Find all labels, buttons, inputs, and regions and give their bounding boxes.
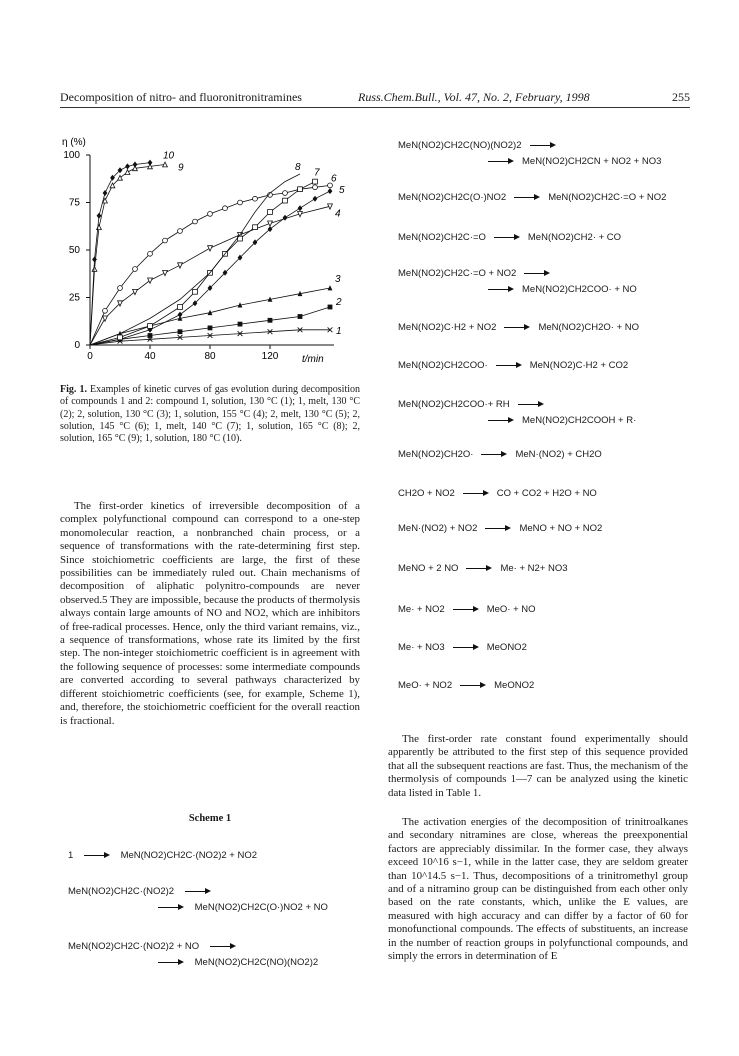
data-point <box>103 316 108 321</box>
x-tick-label: 80 <box>204 351 216 362</box>
reaction-7-product <box>488 415 636 426</box>
product: MeN(NO2)CH2· + CO <box>527 232 622 243</box>
reaction-6 <box>398 360 628 371</box>
data-point <box>163 238 168 243</box>
scheme-reaction-3 <box>68 941 236 952</box>
reactant: MeN(NO2)C·H2 + NO2 <box>398 322 497 333</box>
data-point <box>268 318 273 323</box>
data-point <box>97 213 102 219</box>
reactant: MeN(NO2)CH2C(NO)(NO2)2 <box>398 140 522 151</box>
reaction-arrow <box>514 194 540 200</box>
data-point <box>208 246 213 251</box>
x-axis-label: t/min <box>302 354 324 365</box>
series-6 <box>90 183 332 345</box>
y-tick-label: 25 <box>68 292 80 304</box>
reaction-arrow <box>453 644 479 650</box>
data-point <box>313 185 318 190</box>
data-point <box>103 308 108 313</box>
product: MeN(NO2)CH2O· + NO <box>538 322 640 333</box>
data-point <box>193 289 198 294</box>
reaction-14 <box>398 680 534 691</box>
scheme-reaction-2-product <box>158 902 328 913</box>
scheme-reaction-1 <box>68 850 257 861</box>
series-2 <box>90 305 332 345</box>
reaction-9 <box>398 488 597 499</box>
series-label: 8 <box>295 162 301 173</box>
reaction-4 <box>398 268 558 279</box>
data-point <box>208 326 213 331</box>
data-point <box>298 314 303 319</box>
series-label: 2 <box>336 297 342 308</box>
product: MeN(NO2)CH2C·=O + NO2 <box>548 192 667 203</box>
data-point <box>253 196 258 201</box>
reactant: MeN(NO2)CH2COO· <box>398 360 488 371</box>
reactant: MeN·(NO2) + NO2 <box>398 523 478 534</box>
reaction-arrow <box>485 525 511 531</box>
reaction-11 <box>398 563 568 574</box>
reactant: MeN(NO2)CH2C(O·)NO2 <box>398 192 507 203</box>
reaction-arrow <box>453 606 479 612</box>
y-tick-label: 100 <box>63 150 80 161</box>
x-tick-label: 120 <box>261 351 279 362</box>
header-rule <box>60 107 690 108</box>
series-line <box>90 163 150 345</box>
product: MeNO + NO + NO2 <box>519 523 603 534</box>
reaction-5 <box>398 322 639 333</box>
reaction-arrow <box>158 904 184 910</box>
series-line <box>90 288 330 345</box>
data-point <box>133 162 138 168</box>
series-line <box>90 182 315 345</box>
series-7 <box>90 179 317 345</box>
data-point <box>178 263 183 268</box>
data-point <box>92 267 97 272</box>
y-tick-label: 50 <box>68 245 80 256</box>
data-point <box>148 160 153 166</box>
reactant: CH2O + NO2 <box>398 488 455 499</box>
data-point <box>238 200 243 205</box>
product: MeN(NO2)CH2C(NO)(NO2)2 <box>194 957 319 968</box>
series-3 <box>90 285 332 345</box>
data-point <box>283 198 288 203</box>
series-label: 7 <box>314 167 320 179</box>
data-point <box>178 305 183 310</box>
header-journal: Russ.Chem.Bull., Vol. 47, No. 2, February, 1998 <box>358 90 590 104</box>
series-label: 10 <box>163 150 175 162</box>
series-line <box>90 185 330 345</box>
reaction-3 <box>398 232 621 243</box>
reaction-arrow <box>496 362 522 368</box>
data-point <box>253 225 258 230</box>
data-point <box>148 251 153 256</box>
data-point <box>103 190 108 196</box>
reactant: Me· + NO2 <box>398 604 445 615</box>
data-point <box>148 324 153 329</box>
reaction-arrow <box>481 451 507 457</box>
reaction-arrow <box>158 959 184 965</box>
series-label: 5 <box>339 185 345 197</box>
series-label: 9 <box>178 162 184 174</box>
data-point <box>268 210 273 215</box>
reactant: MeN(NO2)CH2COO·+ RH <box>398 399 510 410</box>
reaction-1-product <box>488 156 661 167</box>
reaction-arrow <box>488 417 514 423</box>
reactant: MeN(NO2)CH2C·=O + NO2 <box>398 268 517 279</box>
product: MeONO2 <box>486 642 527 653</box>
reaction-arrow <box>518 401 544 407</box>
reaction-10 <box>398 523 602 534</box>
data-point <box>125 170 130 175</box>
data-point <box>178 329 183 334</box>
body-paragraph-left: The first-order kinetics of irreversible decomposition of a complex polyfunctional compound can correspond to a one-step monomolecular reaction, a nonbranched chain process, or a sequence of transformations with the rate-determining first step. Since stoichiometric coefficients are large, the first of these possibilities can be immediately ruled out. Chain mechanisms of decomposition of aliphatic polynitro-compounds are never observed.5 They are impossible, because the products of thermolysis always contain large amounts of NO and NO2, which are inhibitors of free-radical processes. Hence, only the third variant remains, viz., a sequence of transformations, whose rate its limited by the first step. The non-integer stoichiometric coefficient is in agreement with the following sequence of processes: some intermediate compounds are converted according to several pathways characterized by different stoichiometric coefficients (see, for example, Scheme 1), and, therefore, the stoichiometric coefficient for the overall reaction is fractional. <box>60 500 360 727</box>
series-line <box>90 165 165 346</box>
y-tick-label: 0 <box>74 340 80 351</box>
data-point <box>328 188 333 194</box>
product: MeN·(NO2) + CH2O <box>515 449 602 460</box>
header-page-number: 255 <box>672 90 690 104</box>
reaction-8 <box>398 449 602 460</box>
product: MeN(NO2)C·H2 + CO2 <box>529 360 629 371</box>
data-point <box>328 305 333 310</box>
data-point <box>133 289 138 294</box>
reaction-arrow <box>488 158 514 164</box>
product: MeN(NO2)CH2COO· + NO <box>522 284 637 295</box>
data-point <box>118 335 123 340</box>
reactant: Me· + NO3 <box>398 642 445 653</box>
data-point <box>298 187 303 192</box>
body-paragraph-right-1: The first-order rate constant found experimentally should apparently be attributed to the first step of this sequence provided that all the subsequent reactions are fast. Thus, the mechanism of the thermolysis of compounds 1—7 can be analyzed using the kinetic data listed in Table 1. <box>388 733 688 799</box>
header-title: Decomposition of nitro- and fluoronitronitramines <box>60 90 302 104</box>
y-axis-label: η (%) <box>62 137 86 148</box>
chart-series <box>90 160 332 345</box>
data-point <box>238 322 243 327</box>
kinetic-curves-chart <box>40 125 360 375</box>
reactant: MeNO + 2 NO <box>398 563 459 574</box>
reaction-arrow <box>466 565 492 571</box>
reaction-arrow <box>494 234 520 240</box>
product: MeN(NO2)CH2C·(NO2)2 + NO2 <box>120 850 258 861</box>
data-point <box>193 219 198 224</box>
reaction-arrow <box>488 286 514 292</box>
reaction-arrow <box>463 490 489 496</box>
series-10 <box>90 160 152 345</box>
reaction-arrow <box>185 888 211 894</box>
data-point <box>133 267 138 272</box>
series-label: 1 <box>336 325 342 337</box>
reaction-4-product <box>488 284 637 295</box>
x-tick-label: 0 <box>87 351 93 362</box>
reaction-arrow <box>530 142 556 148</box>
data-point <box>208 212 213 217</box>
data-point <box>92 257 97 263</box>
data-point <box>125 163 130 169</box>
reaction-arrow <box>524 270 550 276</box>
product: MeONO2 <box>494 680 535 691</box>
reactant: MeN(NO2)CH2C·(NO2)2 <box>68 886 175 897</box>
data-point <box>328 285 333 290</box>
data-point <box>148 333 153 338</box>
reaction-arrow <box>504 324 530 330</box>
reaction-1 <box>398 140 564 151</box>
figure-caption <box>60 384 360 445</box>
reaction-arrow <box>84 852 110 858</box>
data-point <box>223 206 228 211</box>
data-point <box>283 191 288 196</box>
product: MeO· + NO <box>486 604 536 615</box>
reactant: MeN(NO2)CH2O· <box>398 449 474 460</box>
reactant: MeO· + NO2 <box>398 680 453 691</box>
product: Me· + N2+ NO3 <box>500 563 568 574</box>
series-label: 4 <box>335 208 341 220</box>
caption-label: Fig. 1. <box>60 384 87 395</box>
reaction-arrow <box>210 943 236 949</box>
scheme-reaction-3-product <box>158 957 318 968</box>
product: CO + CO2 + H2O + NO <box>496 488 597 499</box>
reactant: MeN(NO2)CH2C·=O <box>398 232 486 243</box>
data-point <box>178 312 183 318</box>
reaction-2 <box>398 192 666 203</box>
x-tick-label: 40 <box>144 351 156 362</box>
data-point <box>313 179 318 184</box>
series-label: 3 <box>335 274 341 285</box>
data-point <box>283 215 288 221</box>
scheme-title: Scheme 1 <box>188 813 232 824</box>
series-line <box>90 206 330 345</box>
data-point <box>163 270 168 275</box>
series-label: 6 <box>331 173 337 185</box>
data-point <box>178 229 183 234</box>
data-point <box>313 196 318 202</box>
product: MeN(NO2)CH2COOH + R· <box>522 415 637 426</box>
product: MeN(NO2)CH2C(O·)NO2 + NO <box>194 902 328 913</box>
scheme-reaction-2 <box>68 886 211 897</box>
data-point <box>268 226 273 232</box>
y-tick-label: 75 <box>68 197 80 209</box>
reactant: 1 <box>68 850 74 861</box>
reaction-arrow <box>460 682 486 688</box>
reaction-7 <box>398 399 552 410</box>
reaction-13 <box>398 642 527 653</box>
data-point <box>298 205 303 211</box>
data-point <box>118 286 123 291</box>
product: MeN(NO2)CH2CN + NO2 + NO3 <box>522 156 662 167</box>
body-paragraph-right-2: The activation energies of the decomposition of trinitroalkanes and secondary nitramines are close, whereas the preexponential factors are appreciably dissimilar. In the former case, they always exceed 10^16 s−1, while in the latter case, they are seldom greater than 10^14.5 s−1. Thus, decompositions of a trinitromethyl group and of a nitramino group can be distinguished from each other only based on the rate constants, which, unlike the E values, are measured with high accuracy and can differ by a factor of 60 for monofunctional compounds. The effects of substituents, an increase in the number of reaction groups in polyfunctional compounds, and simply the errors in determination of E <box>388 816 688 963</box>
reactant: MeN(NO2)CH2C·(NO2)2 + NO <box>68 941 200 952</box>
data-point <box>148 278 153 283</box>
reaction-12 <box>398 604 536 615</box>
caption-text: Examples of kinetic curves of gas evolution during decomposition of compounds 1 and 2: compound 1, solution, 130 °C (1); 1, melt, 130 °C (2); 2, solution, 130 °C (3); 1, solution, 155 °C (4); 2, melt, 130 °C (5); 2, solution, 145 °C (6); 1, melt, 140 °C (7); 1, solution, 165 °C (8); 2, solution, 165 °C (9); 1, solution, 180 °C (10). <box>60 384 361 445</box>
